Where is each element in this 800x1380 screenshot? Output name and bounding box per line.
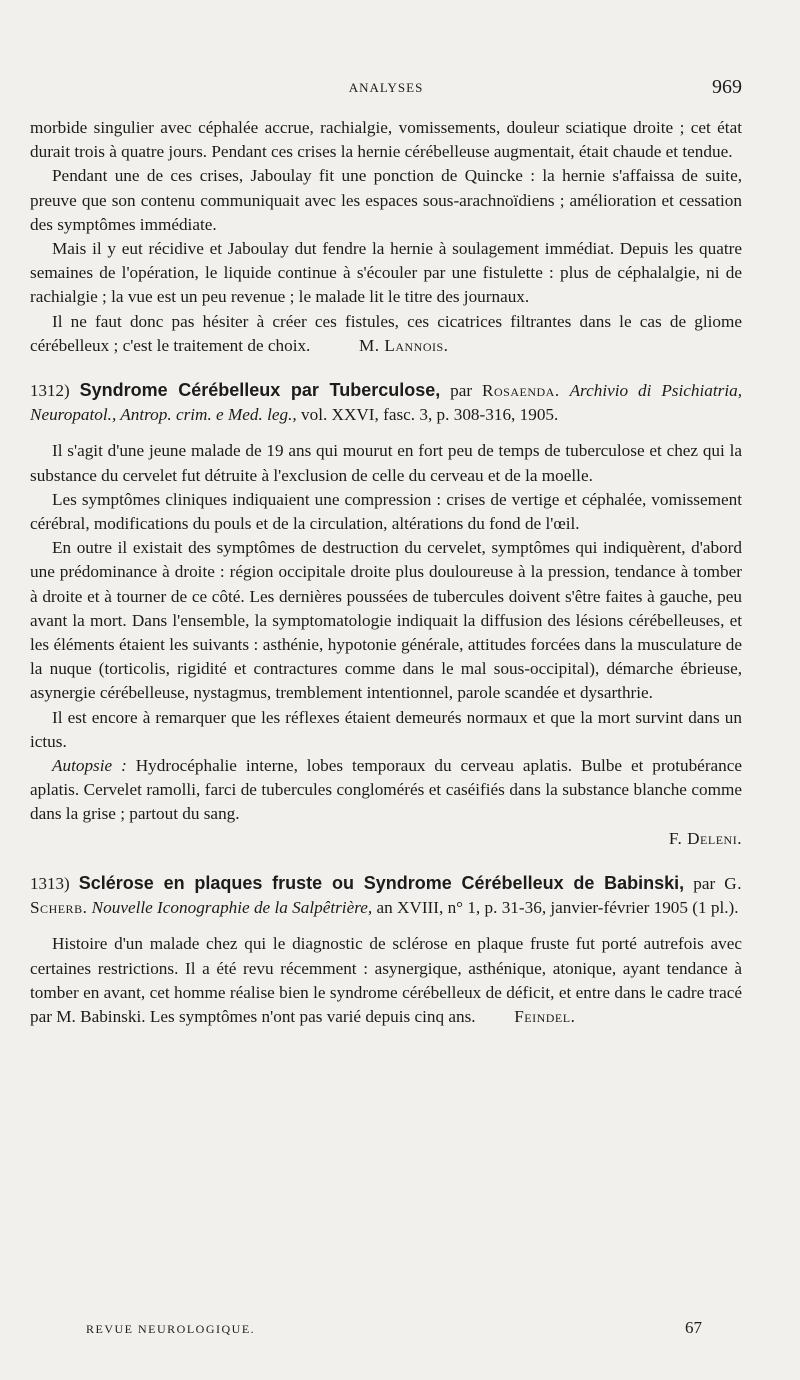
paragraph: Les symptômes cliniques indiquaient une compression : crises de vertige et céphalée, vomissement cérébral, modifications du pouls et de la circulation, altérations du fond de l'œil. [30, 489, 742, 534]
paragraph-text: Histoire d'un malade chez qui le diagnostic de sclérose en plaque fruste fut porté autrefois avec certaines restrictions. Il a été revu récemment : asynergique, asthénique, atonique, ayant tendance à tomber en avant, cet homme réalise bien le syndrome cérébelleux de déficit, et entre dans le cadre tracé par M. Babinski. Les symptômes n'ont pas varié depuis cinq ans. [30, 934, 742, 1026]
paragraph [30, 310, 742, 358]
paragraph: Pendant une de ces crises, Jaboulay fit une ponction de Quincke : la hernie s'affaissa de suite, preuve que son contenu communiquait avec les espaces sous-arachnoïdiens ; amélioration et cessation des symptômes immédiate. [30, 166, 742, 234]
reviewer-signature: Feindel. [514, 1006, 576, 1026]
paragraph: Mais il y eut récidive et Jaboulay dut fendre la hernie à soulagement immédiat. Depuis les quatre semaines de l'opération, le liquide continue à s'écouler par une fistulette : plus de céphalalgie, ni de rachialgie ; la vue est un peu revenue ; le malade lit le titre des journaux. [30, 239, 742, 307]
entry-title: Sclérose en plaques fruste ou Syndrome Cérébelleux de Babinski, [78, 872, 685, 893]
paragraph: Il est encore à remarquer que les réflexes étaient demeurés normaux et que la mort survint dans un ictus. [30, 707, 742, 751]
sheet-number: 67 [685, 1318, 702, 1337]
entry-citation: an XVIII, n° 1, p. 31-36, janvier-février 1905 (1 pl.). [376, 898, 739, 918]
review-entry-1313 [30, 871, 742, 1029]
entry-journal: Archivio di Psichiatria, Neuropatol., Antrop. crim. e Med. leg., [30, 381, 742, 425]
running-head: ANALYSES [348, 80, 424, 95]
page-number: 969 [712, 76, 742, 98]
entry-body [30, 439, 742, 850]
entry-number: 1312) [30, 381, 70, 401]
paragraph: Il s'agit d'une jeune malade de 19 ans qui mourut en fort peu de temps de tuberculose et chez qui la substance du cervelet fut détruite à l'exclusion de celle du cerveau et de la moelle. [30, 441, 742, 485]
entry-body [30, 932, 742, 1029]
paragraph: En outre il existait des symptômes de destruction du cervelet, symptômes qui indiquèrent, d'abord une prédominance à droite : région occipitale droite plus douloureuse à la pression, tendance à tomber à droite et à tourner de ce côté. Les dernières poussées de tubercules doivent s'être faites à gauche, peu avant la mort. Dans l'ensemble, la symptomatologie indiquait la diffusion des lésions cérébelleuses, et les éléments étaient les suivants : asthénie, hypotonie générale, attitudes forcées dans la musculature de la nuque (torticolis, rigidité et contractures comme dans le mal sous-occipital), démarche ébrieuse, asynergie cérébelleuse, nystagmus, tremblement intentionnel, parole scandée et dysarthrie. [30, 538, 742, 703]
page-footer [86, 1318, 702, 1342]
paragraph-text: Il ne faut donc pas hésiter à créer ces fistules, ces cicatrices filtrantes dans le cas de gliome cérébelleux ; c'est le traitement de choix. [30, 311, 742, 355]
entry-title: Syndrome Cérébelleux par Tuberculose, [79, 380, 441, 401]
entry-journal: Nouvelle Iconographie de la Salpêtrière, [91, 898, 373, 918]
journal-name: REVUE NEUROLOGIQUE. [86, 1322, 256, 1336]
paragraph [30, 754, 742, 827]
autopsy-label: Autopsie : [52, 756, 127, 776]
review-entry-1312 [30, 378, 742, 851]
paragraph [30, 932, 742, 1029]
page-body [30, 116, 742, 1029]
paragraph-text: Hydrocéphalie interne, lobes temporaux du cerveau aplatis. Bulbe et protubérance aplatis. Cervelet ramolli, farci de tubercules conglomérés et caséifiés dans la substance blanche comme dans la grise ; partout du sang. [30, 756, 743, 824]
entry-by: par [450, 381, 473, 401]
entry-heading [30, 871, 742, 920]
entry-number: 1313) [30, 873, 70, 893]
entry-author: Rosaenda. [482, 381, 560, 401]
reviewer-signature: F. Deleni. [668, 828, 742, 848]
paragraph: morbide singulier avec céphalée accrue, rachialgie, vomissements, douleur sciatique droite ; cet état durait trois à quatre jours. Pendant ces crises la hernie cérébelleuse augmentait, était chaude et tendue. [30, 118, 742, 162]
page-header [30, 76, 742, 106]
previous-review-continuation [30, 116, 742, 358]
entry-author: G. Scherb. [30, 873, 743, 918]
entry-citation: vol. XXVI, fasc. 3, p. 308-316, 1905. [301, 405, 559, 425]
entry-by: par [693, 873, 716, 893]
entry-heading [30, 378, 742, 427]
reviewer-signature: M. Lannois. [358, 335, 449, 355]
